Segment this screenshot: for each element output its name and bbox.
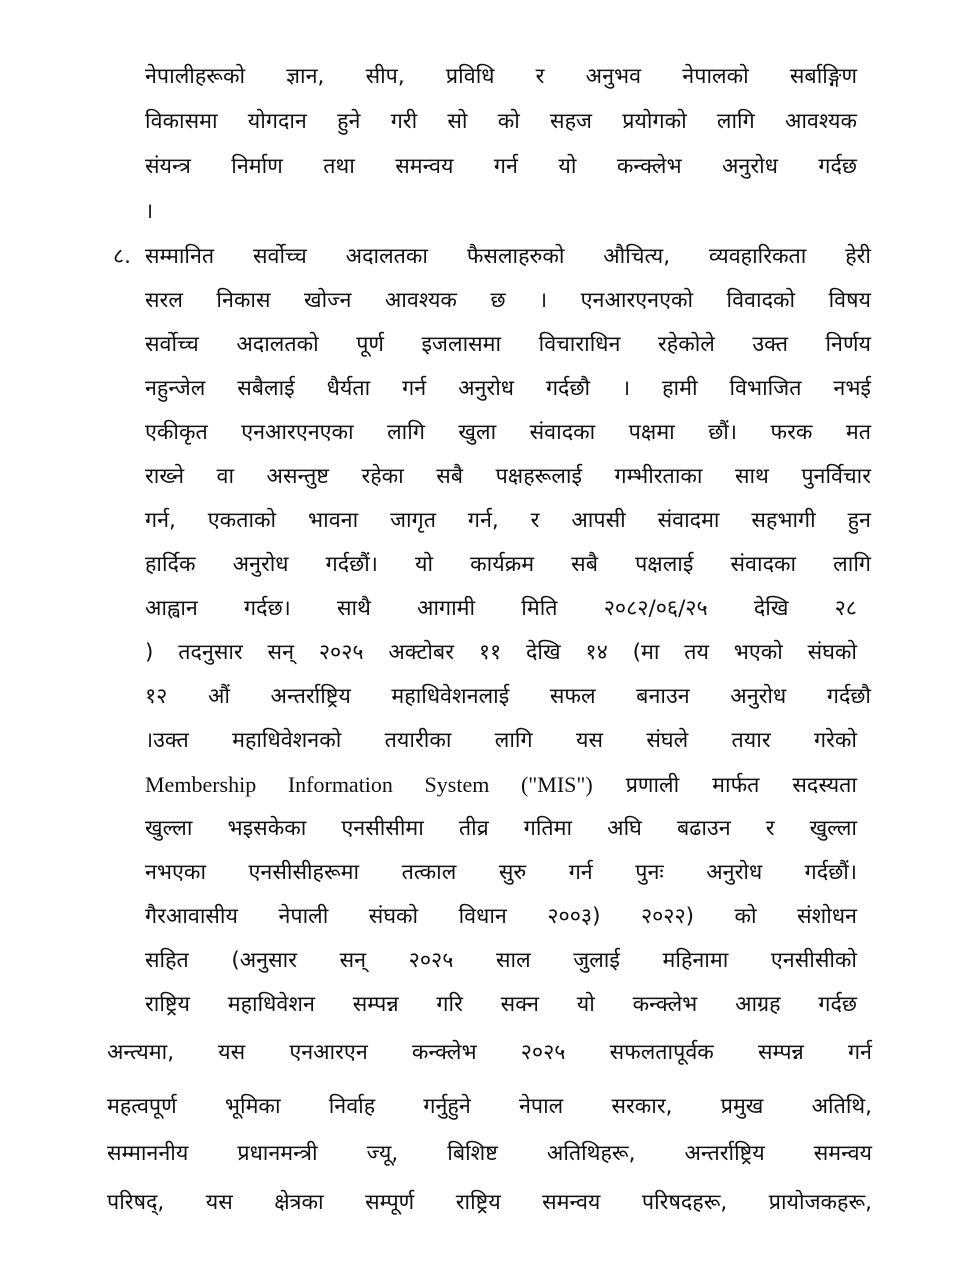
item8-line-18: राष्ट्रिय महाधिवेशन सम्पन्न गरि सक्न यो कन्क्लेभ आग्रह गर्दछ xyxy=(145,992,857,1017)
intro-line-2: विकासमा योगदान हुने गरी सो को सहज प्रयोगको लागि आवश्यक xyxy=(145,109,857,134)
item8-line-3: सर्वोच्च अदालतको पूर्ण इजलासमा विचाराधिन रहेकोले उक्त निर्णय xyxy=(145,332,871,357)
intro-line-3: संयन्त्र निर्माण तथा समन्वय गर्न यो कन्क्लेभ अनुरोध गर्दछ xyxy=(145,154,857,179)
item8-line-9: आह्वान गर्दछ। साथै आगामी मिति २०८२/०६/२५ देखि २८ xyxy=(145,596,857,621)
item8-line-mis xyxy=(145,768,857,803)
item8-line-15: नभएका एनसीसीहरूमा तत्काल सुरु गर्न पुनः अनुरोध गर्दछौं। xyxy=(145,860,857,885)
item8-line-7: गर्न, एकताको भावना जागृत गर्न, र आपसी संवादमा सहभागी हुन xyxy=(145,508,871,533)
mis-system-name: Membership Information System ("MIS") xyxy=(145,772,593,797)
item8-line-17: सहित (अनुसार सन् २०२५ साल जुलाई महिनामा एनसीसीको xyxy=(145,948,857,973)
intro-line-1: नेपालीहरूको ज्ञान, सीप, प्रविधि र अनुभव नेपालको सर्बाङ्गिण xyxy=(145,64,857,89)
intro-line-4: । xyxy=(145,199,154,224)
mis-rest: प्रणाली मार्फत सदस्यता xyxy=(625,773,857,798)
item8-line-14: खुल्ला भइसकेका एनसीसीमा तीव्र गतिमा अघि बढाउन र खुल्ला xyxy=(145,816,857,841)
closing-line-1: अन्त्यमा, यस एनआरएन कन्क्लेभ २०२५ सफलतापूर्वक सम्पन्न गर्न xyxy=(107,1040,872,1065)
item-number: ८. xyxy=(113,244,132,269)
item8-line-10: ) तदनुसार सन् २०२५ अक्टोबर ११ देखि १४ (मा तय भएको संघको xyxy=(145,640,857,665)
item8-line-12: ।उक्त महाधिवेशनको तयारीका लागि यस संघले तयार गरेको xyxy=(145,728,857,753)
item8-line-1: सम्मानित सर्वोच्च अदालतका फैसलाहरुको औचित्य, व्यवहारिकता हेरी xyxy=(145,244,871,269)
item8-line-11: १२ औं अन्तर्राष्ट्रिय महाधिवेशनलाई सफल बनाउन अनुरोध गर्दछौ xyxy=(145,684,871,709)
closing-line-4: परिषद्, यस क्षेत्रका सम्पूर्ण राष्ट्रिय समन्वय परिषदहरू, प्रायोजकहरू, xyxy=(107,1190,872,1215)
closing-line-3: सम्माननीय प्रधानमन्त्री ज्यू, बिशिष्ट अतिथिहरू, अन्तर्राष्ट्रिय समन्वय xyxy=(107,1141,872,1166)
item8-line-8: हार्दिक अनुरोध गर्दछौं। यो कार्यक्रम सबै पक्षलाई संवादका लागि xyxy=(145,552,871,577)
closing-line-2: महत्वपूर्ण भूमिका निर्वाह गर्नुहुने नेपाल सरकार, प्रमुख अतिथि, xyxy=(107,1094,872,1119)
item8-line-2: सरल निकास खोज्न आवश्यक छ । एनआरएनएको विवादको विषय xyxy=(145,288,871,313)
item8-line-16: गैरआवासीय नेपाली संघको विधान २००३) २०२२) को संशोधन xyxy=(145,904,857,929)
item8-line-4: नहुन्जेल सबैलाई धैर्यता गर्न अनुरोध गर्दछौ । हामी विभाजित नभई xyxy=(145,376,871,401)
item8-line-6: राख्ने वा असन्तुष्ट रहेका सबै पक्षहरूलाई गम्भीरताका साथ पुनर्विचार xyxy=(145,464,871,489)
item8-line-5: एकीकृत एनआरएनएका लागि खुला संवादका पक्षमा छौं। फरक मत xyxy=(145,420,871,445)
